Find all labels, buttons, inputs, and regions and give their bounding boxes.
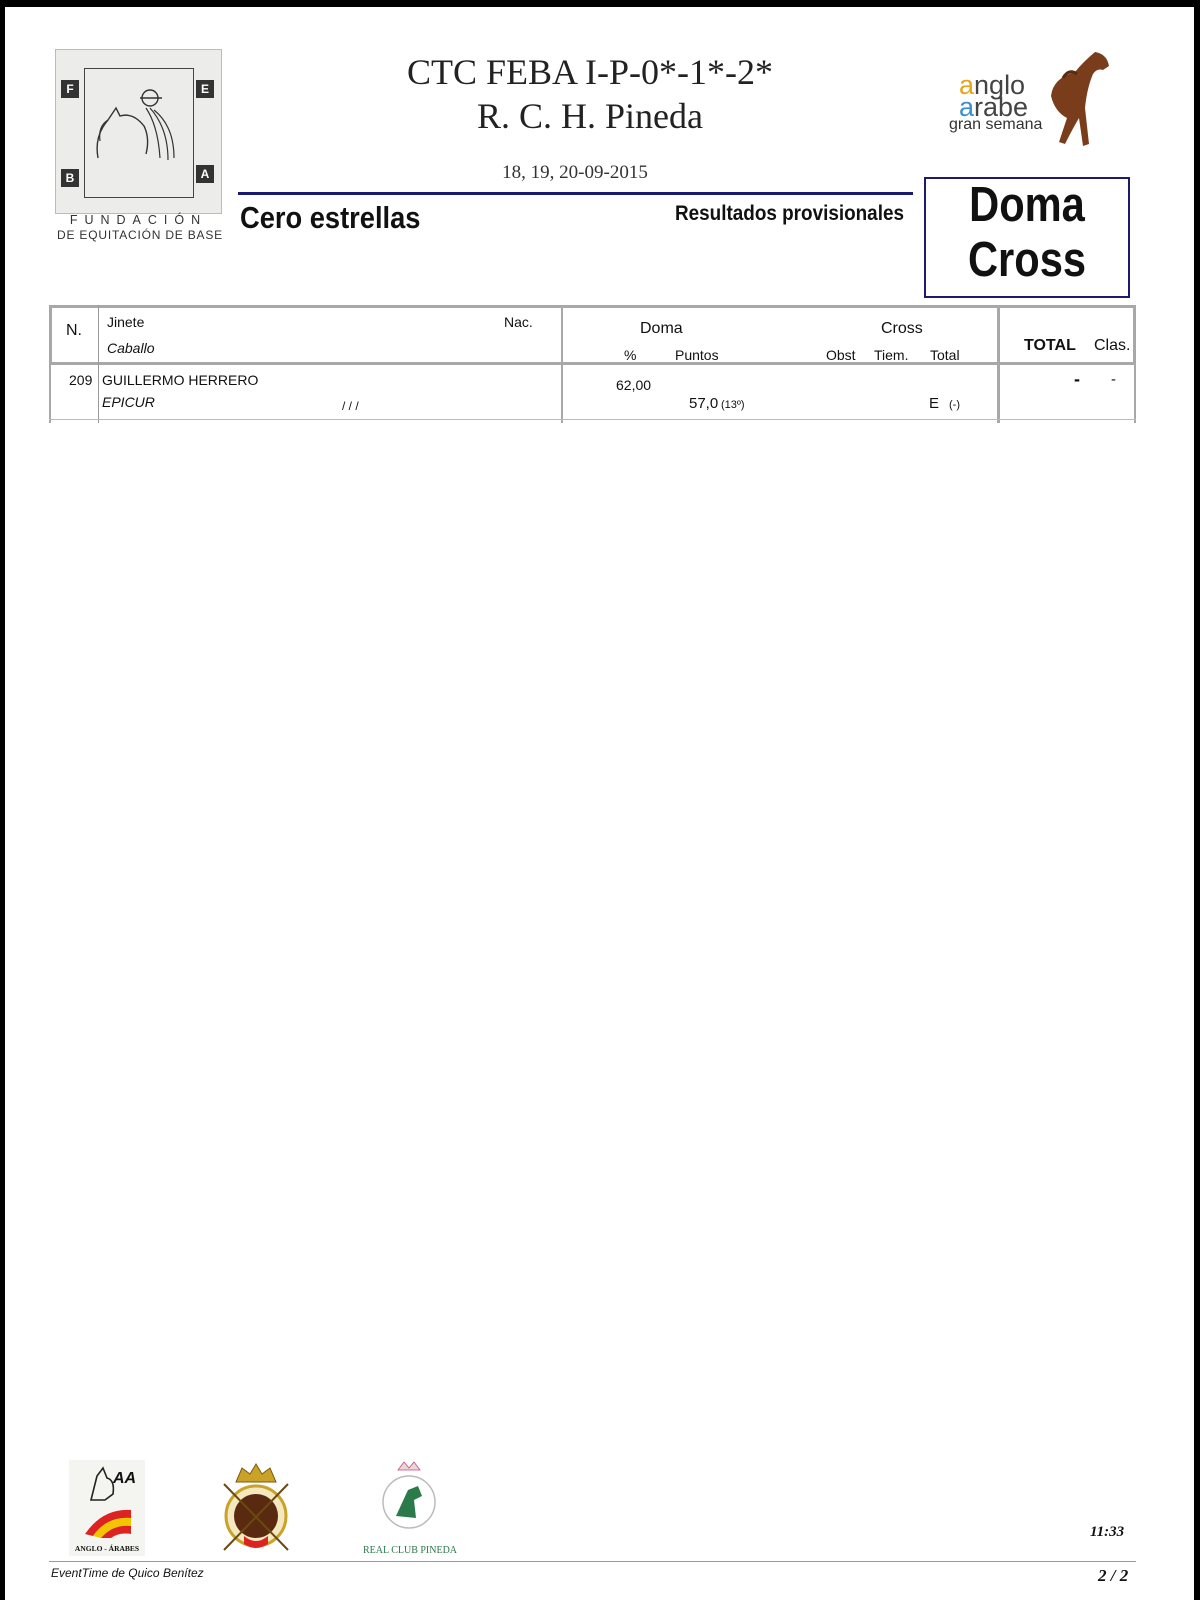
feba-letter-a: A — [196, 165, 214, 183]
left-border — [0, 0, 5, 1600]
row-horse-info: / / / — [342, 399, 359, 413]
row-total: - — [1074, 369, 1080, 389]
header-rider: Jinete — [107, 314, 145, 330]
header-cross-obst: Obst — [826, 347, 856, 363]
header-dressage-pct: % — [624, 347, 637, 363]
discipline-line1: Doma — [969, 178, 1085, 232]
pineda-caption: REAL CLUB PINEDA — [362, 1545, 458, 1556]
row-dressage-points: 57,0 — [689, 395, 719, 412]
anglo-arabe-a2: a — [959, 92, 975, 122]
header-rank: Clas. — [1094, 337, 1131, 354]
anglo-arabe-word1: nglo — [974, 70, 1026, 100]
row-number: 209 — [69, 372, 93, 388]
row-dressage-rank: (13º) — [721, 399, 745, 411]
horse-icon — [1025, 48, 1115, 168]
header-number: N. — [66, 322, 82, 339]
row-dressage-pct: 62,00 — [616, 377, 652, 393]
discipline-line2: Cross — [967, 233, 1087, 287]
competition-category: Cero estrellas — [240, 200, 421, 235]
anglo-arabe-subtitle: gran semana — [949, 116, 1043, 133]
page-number: 2 / 2 — [1098, 1566, 1129, 1585]
row-divider — [49, 419, 1136, 420]
discipline-label — [939, 178, 1114, 288]
table-row — [49, 366, 1136, 420]
header-dressage-points: Puntos — [675, 347, 719, 363]
footer-divider — [49, 1561, 1136, 1562]
feba-name-line2: DE EQUITACIÓN DE BASE — [57, 228, 223, 242]
right-border — [1194, 0, 1200, 1600]
row-cross-total: E — [929, 395, 940, 412]
aa-caption: ANGLO - ÁRABES — [74, 1544, 140, 1553]
software-credit: EventTime de Quico Benítez — [51, 1566, 204, 1580]
feba-letter-f: F — [61, 80, 79, 98]
event-title-line1: CTC FEBA I-P-0*-1*-2* — [406, 52, 773, 92]
top-border — [0, 0, 1200, 7]
event-title-line2: R. C. H. Pineda — [476, 96, 703, 136]
header-horse: Caballo — [107, 340, 155, 356]
header-cross-total: Total — [930, 347, 960, 363]
feba-letter-e: E — [196, 80, 214, 98]
print-time: 11:33 — [1090, 1524, 1125, 1540]
real-club-pineda-logo — [378, 1460, 440, 1530]
anglo-arabe-line2 — [959, 92, 1029, 122]
feba-letter-b: B — [61, 169, 79, 187]
header-divider — [238, 192, 913, 195]
header-cross-time: Tiem. — [874, 347, 909, 363]
row-cross-rank: (-) — [949, 399, 960, 411]
feba-name-line1: FUNDACIÓN — [69, 213, 208, 227]
spain-flag-icon — [83, 1504, 133, 1538]
event-title — [340, 50, 840, 138]
aa-badge: AA — [113, 1470, 137, 1487]
andalusian-federation-logo — [222, 1460, 290, 1556]
row-horse: EPICUR — [102, 394, 155, 410]
header-cross: Cross — [881, 320, 923, 337]
header-dressage: Doma — [640, 320, 683, 337]
aa-breeders-logo — [69, 1460, 145, 1556]
results-status: Resultados provisionales — [675, 202, 904, 225]
header-nationality: Nac. — [504, 314, 533, 330]
results-table-header — [49, 305, 1136, 365]
anglo-arabe-logo — [945, 48, 1115, 168]
row-rank: - — [1111, 371, 1116, 388]
anglo-arabe-word2: rabe — [974, 92, 1029, 122]
anglo-arabe-a1: a — [959, 70, 975, 100]
horse-rider-icon — [88, 86, 188, 186]
event-dates: 18, 19, 20-09-2015 — [502, 162, 648, 183]
row-rider: GUILLERMO HERRERO — [102, 372, 259, 388]
header-total: TOTAL — [1024, 337, 1076, 354]
